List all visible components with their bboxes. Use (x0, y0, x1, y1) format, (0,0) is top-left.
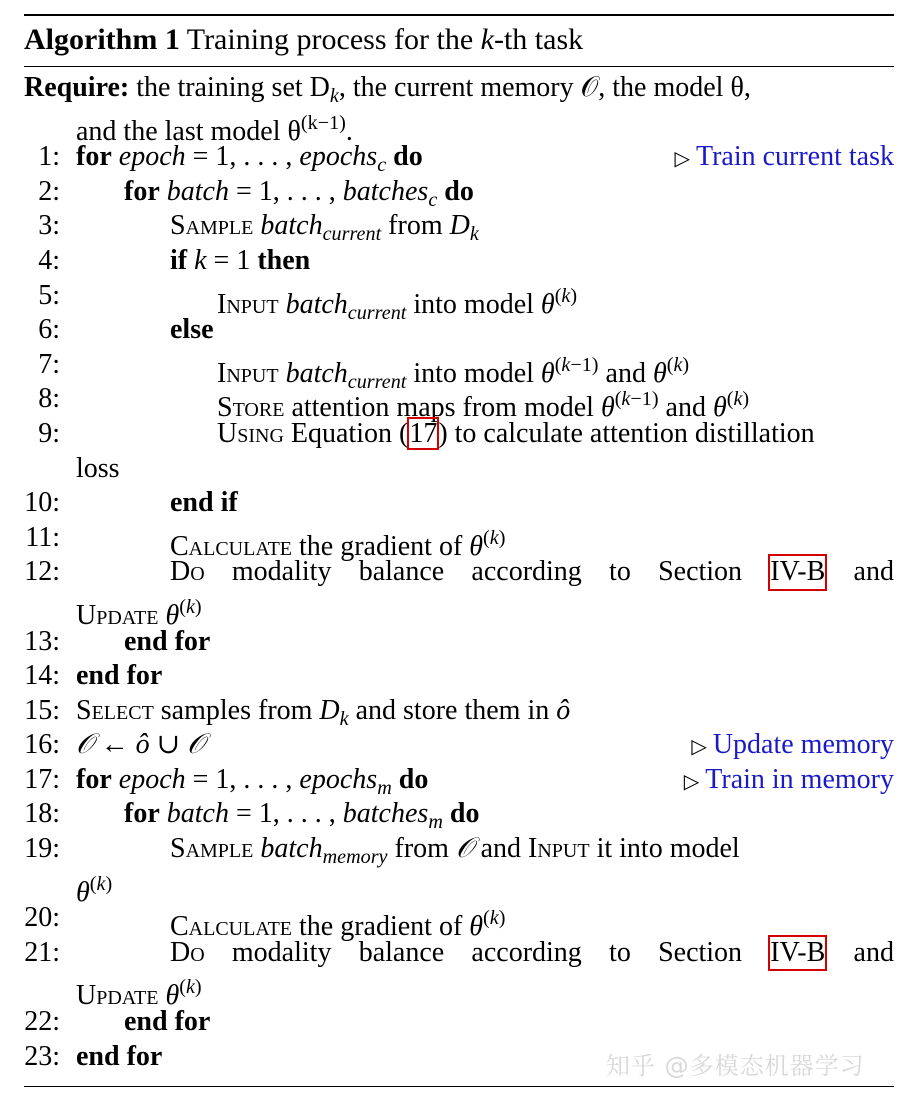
line-number: 11: (25, 521, 60, 553)
algo-line-21-cont: Update $\theta^{(k)}$ (76, 976, 202, 1012)
algo-line-8: 8: Store attention maps from model $\theta^{(k-1)}$ and $\theta^{(k)}$ (24, 382, 894, 417)
line-number: 4: (38, 244, 60, 276)
algo-line-2: 2: for batch = 1, . . . , batches$_c$ do (24, 175, 894, 210)
algo-line-19-cont: $\theta^{(k)}$ (76, 872, 113, 908)
require-keyword: Require: (24, 72, 130, 103)
algorithm-label: Algorithm 1 (24, 23, 180, 56)
line-number: 22: (24, 1006, 60, 1038)
line-number: 20: (24, 902, 60, 934)
line-number: 7: (38, 348, 60, 380)
algo-line-6: 6: else (24, 313, 894, 348)
line-number: 16: (24, 729, 60, 761)
algo-line-9-cont: loss (76, 452, 120, 484)
line-number: 3: (38, 210, 60, 242)
comment-text: Update memory (712, 729, 894, 761)
comment-train-current (674, 140, 894, 177)
algo-line-14: 14: end for (24, 659, 894, 694)
section-link[interactable]: IV-B (769, 555, 826, 590)
triangle-icon: ▷ (683, 770, 700, 793)
line-number: 14: (24, 660, 60, 692)
comment-text: Train in memory (705, 763, 894, 795)
line-number: 12: (24, 556, 60, 588)
algo-line-18: 18: for batch = 1, . . . , batches$_m$ do (24, 798, 480, 834)
section-link[interactable]: IV-B (769, 936, 826, 971)
algo-line-19: 19: Sample batch$_{memory}$ from 𝒪 and Input it into model (24, 833, 740, 869)
require-text-1: the training set D (136, 72, 330, 103)
algo-line-17: 17: for epoch = 1, . . . , epochs$_m$ do ▷ Train in memory (24, 763, 894, 799)
line-number: 21: (24, 936, 60, 968)
line-number: 10: (24, 487, 60, 519)
line-number: 2: (38, 175, 60, 207)
algo-line-4: 4: if k = 1 then (24, 244, 894, 279)
algo-line-9: 9: Using Equation (17) to calculate attention distillation (24, 417, 894, 452)
algo-line-11: 11: Calculate the gradient of $\theta^{(k)}$ (25, 521, 506, 562)
line-number: 19: (24, 833, 60, 865)
line-number: 23: (24, 1040, 60, 1072)
equation-link[interactable]: 17 (409, 417, 438, 449)
algo-line-15: 15: Select samples from $D_k$ and store them in ô (24, 694, 571, 730)
require-text-1b: , the current memory 𝒪, the model θ, (338, 72, 751, 103)
algo-line-10: 10: end if (24, 486, 894, 521)
require-line-1 (24, 71, 894, 106)
require-text-2: and the last model θ (76, 115, 301, 147)
line-number: 17: (24, 763, 60, 795)
algo-line-1: 1: for epoch = 1, . . . , epochs$_c$ do ▷ Train current task (24, 140, 894, 175)
algo-line-22: 22: end for (24, 1005, 894, 1040)
watermark: 知乎 @多模态机器学习 (606, 1052, 865, 1080)
algo-line-20: 20: Calculate the gradient of $\theta^{(k)}$ (24, 902, 506, 943)
algorithm-block (24, 14, 894, 1074)
algo-line-3: 3: Sample batch$_{current}$ from $D_k$ (24, 209, 894, 244)
algo-line-16: 16: 𝒪 ← ô ∪ 𝒪 ▷ Update memory (24, 728, 894, 763)
require-sup: (k−1) (300, 111, 346, 134)
algo-line-7: 7: Input batch$_{current}$ into model $\theta^{(k-1)}$ and $\theta^{(k)}$ (24, 348, 894, 383)
comment-update-memory (691, 728, 894, 765)
line-number: 18: (24, 798, 60, 830)
algo-line-12-cont: Update $\theta^{(k)}$ (76, 595, 202, 631)
line-number: 5: (38, 279, 60, 311)
algorithm-caption-b: -th task (493, 23, 584, 56)
triangle-icon: ▷ (691, 736, 707, 759)
require-line-2 (24, 106, 894, 147)
algorithm-caption-a: Training process for the (186, 23, 481, 56)
line-number: 9: (38, 417, 60, 449)
algo-line-5: 5: Input batch$_{current}$ into model $\theta^{(k)}$ (24, 279, 894, 314)
algo-line-13: 13: end for (24, 625, 894, 660)
title-rule (24, 66, 894, 67)
algo-line-12: 12: Do modality balance according to Section IV-B and (24, 555, 894, 590)
line-number: 13: (24, 625, 60, 657)
algo-line-23: 23: end for (24, 1040, 894, 1075)
require-end: . (345, 115, 353, 147)
line-number: 1: (38, 141, 60, 173)
algorithm-title (24, 16, 894, 64)
require-sub: k (329, 85, 339, 108)
bottom-rule (24, 1086, 894, 1087)
algorithm-caption-var: k (480, 23, 494, 56)
line-number: 15: (24, 694, 60, 726)
line-number: 8: (38, 383, 60, 415)
comment-train-memory (684, 763, 894, 800)
triangle-icon: ▷ (674, 148, 690, 171)
comment-text: Train current task (695, 141, 894, 173)
algo-line-21: 21: Do modality balance according to Section IV-B and (24, 936, 894, 971)
line-number: 6: (38, 314, 60, 346)
